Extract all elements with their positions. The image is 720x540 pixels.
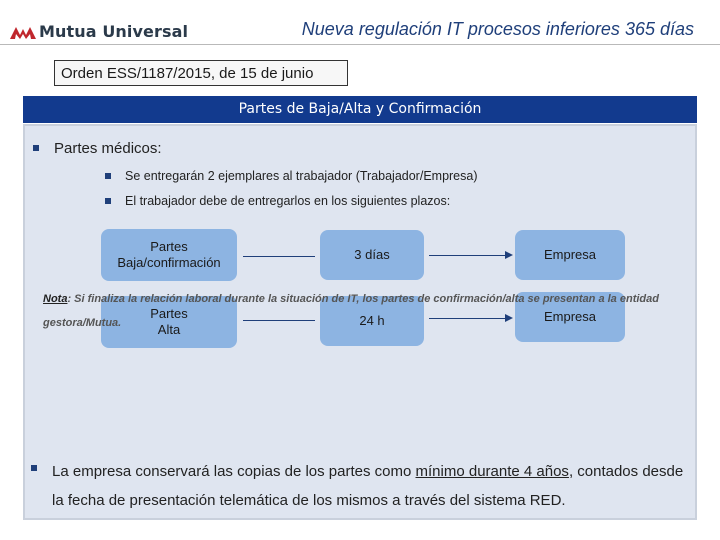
connector-line <box>243 256 315 257</box>
bullet2-underlined: mínimo durante 4 años <box>415 463 569 480</box>
header-divider <box>0 44 720 45</box>
mutua-logo-icon <box>10 24 36 40</box>
node-term-24h-label: 24 h <box>359 313 385 328</box>
bullet2-post: , contados desde la fecha de presentación telemática de los mismos a través del sistema RED. <box>52 463 684 509</box>
sub-bullet-ejemplares: Se entregarán 2 ejemplares al trabajador (Trabajador/Empresa) <box>125 169 478 183</box>
node-term-3-dias <box>320 230 424 280</box>
connector-arrow <box>429 255 507 256</box>
note-label: Nota <box>43 293 68 305</box>
note-text <box>43 287 663 335</box>
section-banner: Partes de Baja/Alta y Confirmación <box>23 96 697 123</box>
bullet-icon <box>31 465 37 471</box>
node-empresa-1 <box>515 230 625 280</box>
bullet-icon <box>105 198 111 204</box>
bullet-partes-medicos: Partes médicos: <box>54 140 162 157</box>
bullet2-pre: La empresa conservará las copias de los partes como <box>52 463 416 480</box>
slide-title: Nueva regulación IT procesos inferiores 365 días <box>301 19 694 39</box>
company-logo <box>10 22 188 41</box>
node-term-3-dias-label: 3 días <box>354 247 390 262</box>
node-partes-baja-label: Partes Baja/confirmación <box>117 239 221 270</box>
arrow-head-icon <box>505 251 513 259</box>
sub-bullet-plazos: El trabajador debe de entregarlos en los siguientes plazos: <box>125 194 451 208</box>
note-body: : Si finaliza la relación laboral durante la situación de IT, los partes de confirmación/alta se presentan a la entidad gestora/Mutua. <box>43 293 659 329</box>
node-empresa-2-label: Empresa <box>543 309 597 324</box>
node-partes-baja <box>101 229 237 281</box>
logo-text: Mutua Universal <box>39 22 189 41</box>
order-reference: Orden ESS/1187/2015, de 15 de junio <box>54 60 348 86</box>
bullet-icon <box>33 145 39 151</box>
node-partes-alta-label: Partes Alta <box>150 306 188 337</box>
bullet-empresa-conservara <box>52 457 692 515</box>
bullet-icon <box>105 173 111 179</box>
node-empresa-1-label: Empresa <box>543 247 597 262</box>
